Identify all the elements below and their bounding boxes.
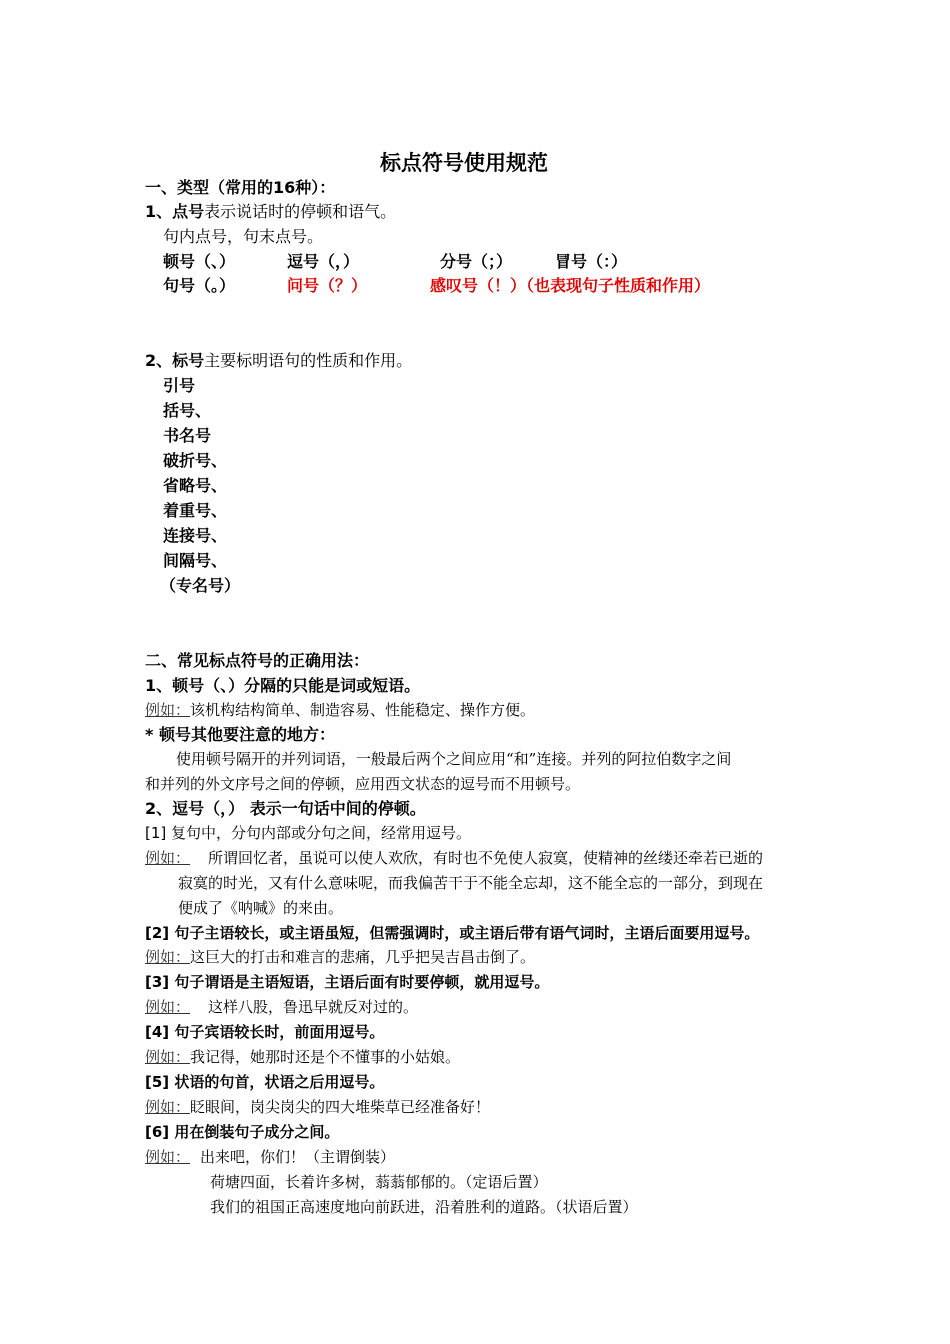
- example-text: 所谓回忆者，虽说可以使人欢欣，有时也不免使人寂寞，使精神的丝缕还牵若已逝的: [208, 849, 764, 867]
- pause-mark-note-heading: * 顿号其他要注意的地方：: [145, 725, 335, 744]
- example-label: 例如：: [145, 1048, 191, 1066]
- example-text-line: 我们的祖国正高速度地向前跃进，沿着胜利的道路。（状语后置）: [210, 1198, 638, 1216]
- label-marks-paragraph: [145, 353, 412, 370]
- mark-exclamation: 感叹号（！）（也表现句子性质和作用）: [430, 276, 711, 295]
- rule-4: [4] 句子宾语较长时，前面用逗号。: [145, 1023, 385, 1041]
- mark-comma: 逗号（，）: [287, 252, 360, 271]
- mark-list-item: （专名号）: [160, 576, 241, 595]
- example-text-line: 便成了《呐喊》的来由。: [178, 899, 344, 917]
- mark-list-item: 破折号、: [163, 451, 228, 470]
- rule-6: [6] 用在倒装句子成分之间。: [145, 1123, 340, 1141]
- example-line: [145, 851, 763, 866]
- rule-1: [1] 复句中，分句内部或分句之间，经常用逗号。: [145, 824, 472, 842]
- example-line: [145, 703, 535, 718]
- section-2-heading: 二、常见标点符号的正确用法：: [145, 651, 370, 670]
- example-text: 该机构结构简单、制造容易、性能稳定、操作方便。: [190, 701, 536, 719]
- mark-list-item: 着重号、: [163, 501, 228, 520]
- example-text: 出来吧，你们！（主谓倒装）: [200, 1148, 396, 1166]
- example-line: [145, 1050, 460, 1065]
- rule-2: [2] 句子主语较长，或主语虽短，但需强调时，或主语后带有语气词时，主语后面要用逗号。: [145, 924, 760, 942]
- example-text: 眨眼间，岗尖岗尖的四大堆柴草已经准备好！: [190, 1098, 491, 1116]
- example-text: 我记得，她那时还是个不懂事的小姑娘。: [190, 1048, 461, 1066]
- mark-semicolon: 分号（；）: [440, 252, 513, 271]
- section-1-heading: 一、类型（常用的16种）：: [145, 178, 336, 197]
- mark-question: 问号（？）: [287, 276, 368, 295]
- note-text-line: 和并列的外文序号之间的停顿，应用西文状态的逗号而不用顿号。: [145, 775, 581, 793]
- example-label: 例如：: [145, 701, 191, 719]
- example-text-line: 荷塘四面，长着许多树，蓊蓊郁郁的。（定语后置）: [210, 1173, 548, 1191]
- mark-list-item: 连接号、: [163, 526, 228, 545]
- label-marks-text: 主要标明语句的性质和作用。: [204, 351, 413, 370]
- rule-5: [5] 状语的句首，状语之后用逗号。: [145, 1073, 385, 1091]
- mark-period: 句号（。）: [163, 276, 236, 295]
- point-marks-text: 表示说话时的停顿和语气。: [204, 202, 397, 221]
- mark-colon: 冒号（：）: [555, 252, 628, 271]
- example-label: 例如：: [145, 849, 191, 867]
- example-line: [145, 950, 535, 965]
- mark-list-item: 括号、: [163, 401, 212, 420]
- example-text: 这巨大的打击和难言的悲痛，几乎把吴吉昌击倒了。: [190, 948, 536, 966]
- mark-list-item: 书名号: [163, 426, 212, 445]
- mark-list-item: 引号: [163, 376, 196, 395]
- point-marks-sub: 句内点号，句末点号。: [163, 227, 324, 246]
- example-text-line: 寂寞的时光，又有什么意味呢，而我偏苦干于不能全忘却，这不能全忘的一部分，到现在: [178, 874, 764, 892]
- example-label: 例如：: [145, 998, 191, 1016]
- mark-list-item: 省略号、: [163, 476, 228, 495]
- example-line: [145, 1000, 418, 1015]
- example-line: [145, 1100, 490, 1115]
- example-label: 例如：: [145, 948, 191, 966]
- mark-comma-pause: 顿号（、）: [163, 252, 236, 271]
- example-label: 例如：: [145, 1098, 191, 1116]
- comma-heading: 2、逗号（，） 表示一句话中间的停顿。: [145, 799, 426, 818]
- mark-list-item: 间隔号、: [163, 551, 228, 570]
- example-line: [145, 1150, 395, 1165]
- rule-3: [3] 句子谓语是主语短语，主语后面有时要停顿，就用逗号。: [145, 973, 550, 991]
- example-label: 例如：: [145, 1148, 191, 1166]
- note-text-line: 使用顿号隔开的并列词语，一般最后两个之间应用“和”连接。并列的阿拉伯数字之间: [176, 750, 732, 768]
- example-text: 这样八股，鲁迅早就反对过的。: [208, 998, 419, 1016]
- page-title: 标点符号使用规范: [380, 150, 548, 175]
- label-marks-label: 2、标号: [145, 351, 205, 370]
- point-marks-paragraph: [145, 204, 396, 221]
- point-marks-label: 1、点号: [145, 202, 205, 221]
- pause-mark-heading: 1、顿号（、）分隔的只能是词或短语。: [145, 676, 421, 695]
